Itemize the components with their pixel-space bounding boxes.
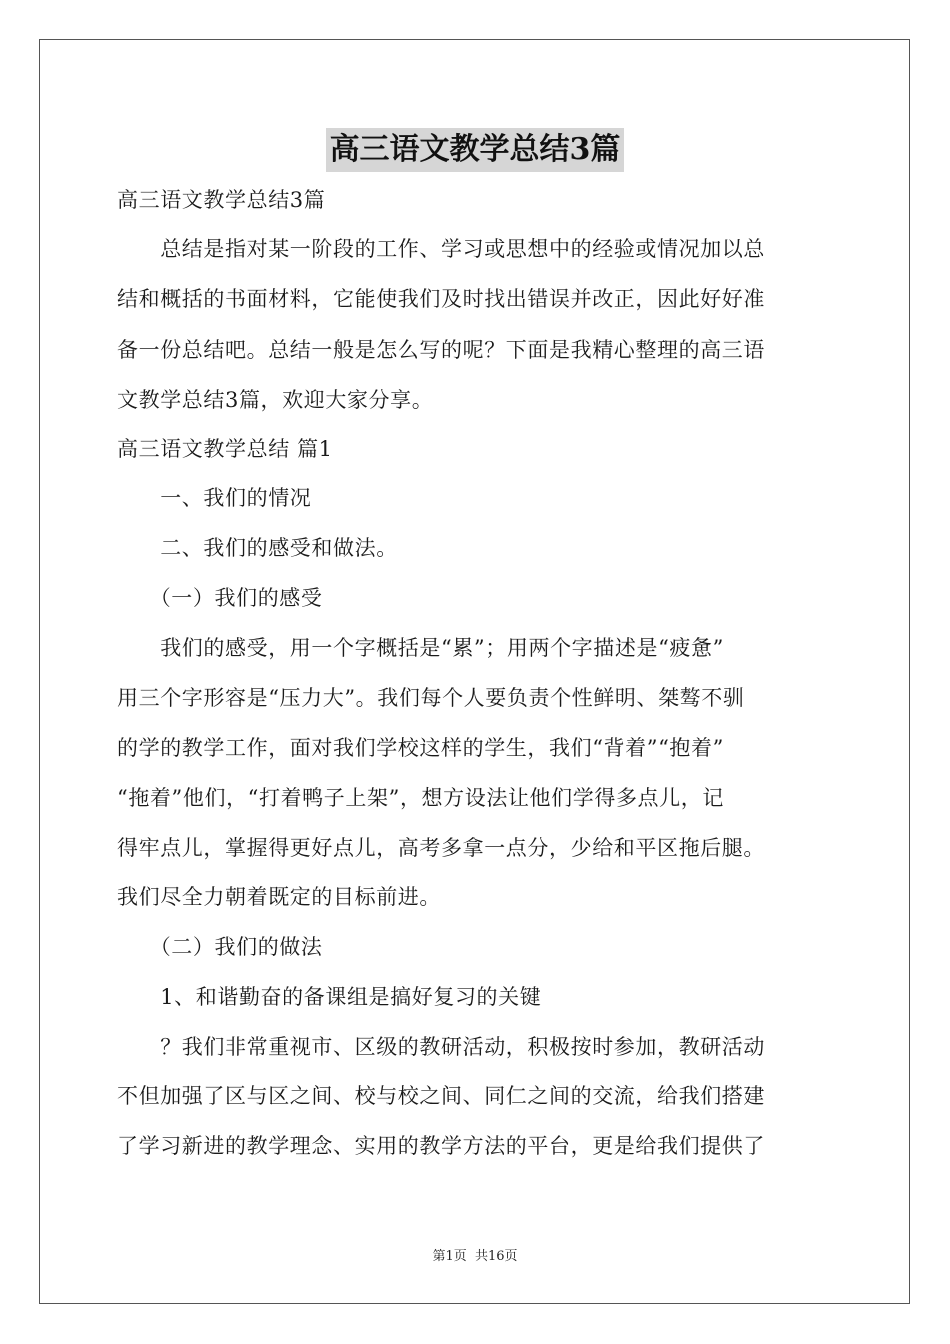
- title-container: [0, 128, 950, 172]
- paragraph-line: 结和概括的书面材料，它能使我们及时找出错误并改正，因此好好准: [117, 287, 765, 311]
- paragraph-line: （二）我们的做法: [117, 935, 323, 959]
- page-footer: [0, 1248, 950, 1266]
- document-title: 高三语文教学总结3篇: [326, 128, 625, 172]
- paragraph-line: ？我们非常重视市、区级的教研活动，积极按时参加，教研活动: [117, 1035, 765, 1059]
- paragraph-line: “拖着”他们，“打着鸭子上架”，想方设法让他们学得多点儿，记: [117, 786, 724, 810]
- paragraph-line: 不但加强了区与区之间、校与校之间、同仁之间的交流，给我们搭建: [117, 1084, 765, 1108]
- section-heading: 高三语文教学总结 篇1: [117, 437, 333, 461]
- page-total: 共16页: [474, 1249, 518, 1264]
- paragraph-line: 备一份总结吧。总结一般是怎么写的呢？下面是我精心整理的高三语: [117, 338, 765, 362]
- paragraph-line: 了学习新进的教学理念、实用的教学方法的平台，更是给我们提供了: [117, 1134, 765, 1158]
- paragraph-line: 一、我们的情况: [117, 486, 312, 510]
- paragraph-line: 用三个字形容是“压力大”。我们每个人要负责个性鲜明、桀骜不驯: [117, 686, 745, 710]
- paragraph-line: 得牢点儿，掌握得更好点儿，高考多拿一点分，少给和平区拖后腿。: [117, 836, 765, 860]
- page-number: 第1页: [432, 1249, 467, 1264]
- paragraph-line: 总结是指对某一阶段的工作、学习或思想中的经验或情况加以总: [117, 237, 765, 261]
- paragraph-line: 文教学总结3篇，欢迎大家分享。: [117, 388, 434, 412]
- paragraph-line: 我们尽全力朝着既定的目标前进。: [117, 885, 441, 909]
- paragraph-line: 1、和谐勤奋的备课组是搞好复习的关键: [117, 985, 542, 1009]
- paragraph-line: （一）我们的感受: [117, 586, 323, 610]
- paragraph-line: 我们的感受，用一个字概括是“累”；用两个字描述是“疲惫”: [117, 636, 724, 660]
- paragraph-line: 二、我们的感受和做法。: [117, 536, 398, 560]
- paragraph-line: 的学的教学工作，面对我们学校这样的学生，我们“背着”“抱着”: [117, 736, 724, 760]
- subtitle-line: 高三语文教学总结3篇: [117, 188, 326, 212]
- page-border: [39, 39, 910, 1304]
